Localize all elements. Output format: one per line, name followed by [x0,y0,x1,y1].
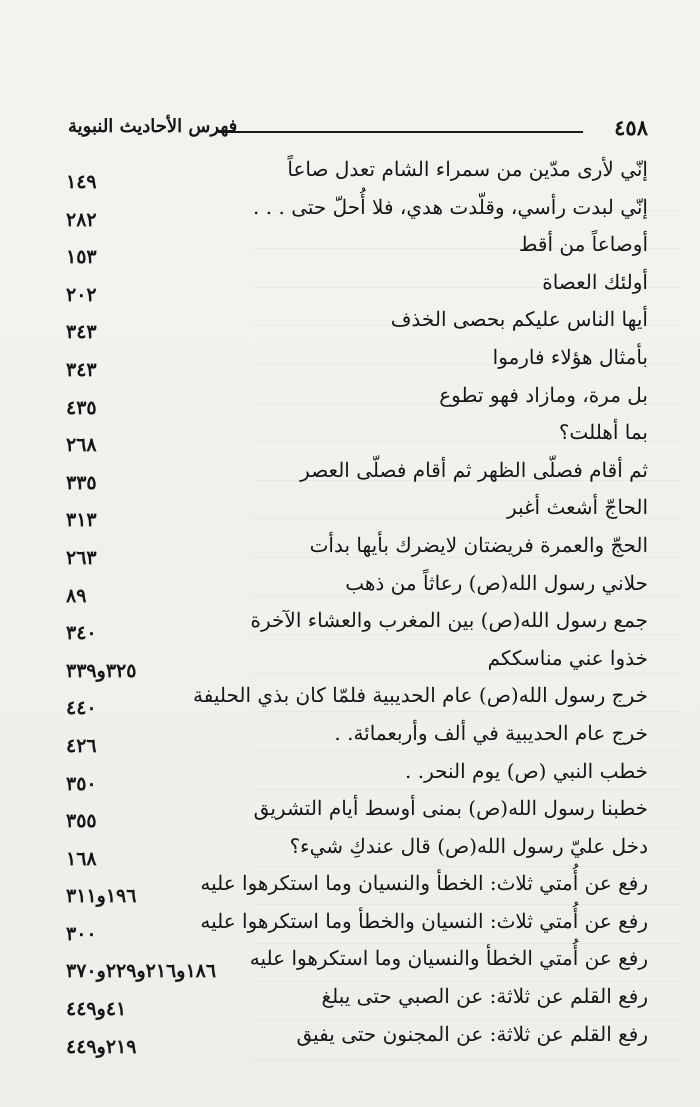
index-entry [66,715,648,757]
page-reference: ٢٠٢ [66,283,97,306]
index-entry [66,189,648,231]
index-entry [66,226,648,269]
index-entry [66,978,648,1021]
running-title: فهرس الأحاديث النبوية [68,116,238,137]
hadith-text: أيها الناس عليكم بحصى الخذف [390,307,648,332]
page-reference: ٤٣٥ [66,396,97,419]
hadith-text: خطبنا رسول الله(ص) بمنى أوسط أيام التشريق [253,796,648,821]
page-reference: ٣٤٠ [66,622,97,645]
hadith-text: خذوا عني مناسككم [487,645,648,670]
hadith-text: أوصاعاً من أقط [518,232,648,257]
hadith-text: ثم أقام فصلّى الظهر ثم أقام فصلّى العصر [300,457,648,482]
page-reference: ٣١٣ [66,509,97,532]
page-reference: ٣٥٥ [66,810,97,833]
index-entry [66,828,648,870]
index-entry [66,489,648,532]
index-entry [66,790,648,833]
page-reference: ٤١و٤٤٩ [66,998,127,1021]
page-reference: ٢١٩و٤٤٩ [66,1035,137,1058]
hadith-text: دخل عليّ رسول الله(ص) قال عندكِ شيء؟ [289,833,648,858]
hadith-index-list [66,151,648,1058]
hadith-text: رفع عن أُمتي ثلاث: الخطأ والنسيان وما استكرهوا عليه [200,871,648,896]
page-reference: ٣٤٣ [66,321,97,344]
hadith-text: جمع رسول الله(ص) بين المغرب والعشاء الآخرة [250,608,648,633]
page-reference: ٢٦٨ [66,434,97,457]
hadith-text: رفع عن أُمتي ثلاث: النسيان والخطأ وما استكرهوا عليه [200,908,648,933]
page-reference: ١٥٣ [66,246,97,269]
index-entry [66,151,648,193]
page-reference: ٢٨٢ [66,208,97,231]
hadith-text: إنّي لأرى مدّين من سمراء الشام تعدل صاعاً [287,157,648,181]
hadith-text: بأمثال هؤلاء فارموا [492,344,648,369]
page-reference: ٨٩ [66,584,87,607]
hadith-text: الحجّ والعمرة فريضتان لايضرك بأيها بدأت [309,532,648,557]
page-number: ٤٥٨ [614,115,648,140]
hadith-text: رفع القلم عن ثلاثة: عن المجنون حتى يفيق [296,1021,648,1046]
index-entry [66,640,648,682]
index-entry [66,903,648,945]
index-entry [66,527,648,569]
index-entry [66,452,648,494]
index-entry [66,1016,648,1058]
hadith-text: الحاجّ أشعث أغبر [507,495,648,520]
index-entry [66,602,648,645]
page-reference: ٣٤٣ [66,358,97,381]
page-reference: ١٦٨ [66,847,97,870]
hadith-text: خطب النبي (ص) يوم النحر. . [405,758,648,783]
page-reference: ١٩٦و٣١١ [66,885,137,908]
page-reference: ٣٣٥ [66,471,97,494]
index-entry [66,677,648,720]
hadith-text: رفع عن أُمتي الخطأ والنسيان وما استكرهوا عليه [249,946,648,971]
index-entry [66,565,648,607]
index-entry [66,339,648,381]
hadith-text: إنّي لبدت رأسي، وقلّدت هدي، فلا أُحلّ حتى . . . [253,194,648,219]
page-reference: ٣٥٠ [66,772,97,795]
hadith-text: خرج رسول الله(ص) عام الحديبية فلمّا كان بذي الحليفة [193,683,648,708]
page-reference: ٢٦٣ [66,546,97,569]
page-reference: ٤٤٠ [66,697,97,720]
page-header [68,113,648,147]
index-entry [66,865,648,908]
index-entry [66,940,648,983]
hadith-text: بل مرة، ومازاد فهو تطوع [439,382,648,407]
page-reference: ١٤٩ [66,171,97,193]
index-entry [66,264,648,306]
hadith-text: حلاني رسول الله(ص) رعاثاً من ذهب [345,570,648,595]
page-reference: ٤٢٦ [66,734,97,757]
header-rule [218,131,583,133]
page-reference: ٣٢٥و٣٣٩ [66,659,137,682]
hadith-text: رفع القلم عن ثلاثة: عن الصبي حتى يبلغ [321,984,648,1009]
index-entry [66,753,648,795]
index-entry [66,377,648,419]
page-reference: ٣٠٠ [66,922,97,945]
hadith-text: أولئك العصاة [542,269,648,294]
hadith-text: خرج عام الحديبية في ألف وأربعمائة. . [334,720,648,745]
index-entry [66,301,648,344]
hadith-text: بما أهللت؟ [558,420,648,445]
page-reference: ١٨٦و٢١٦و٢٢٩و٣٧٠ [66,960,217,983]
index-entry [66,414,648,457]
